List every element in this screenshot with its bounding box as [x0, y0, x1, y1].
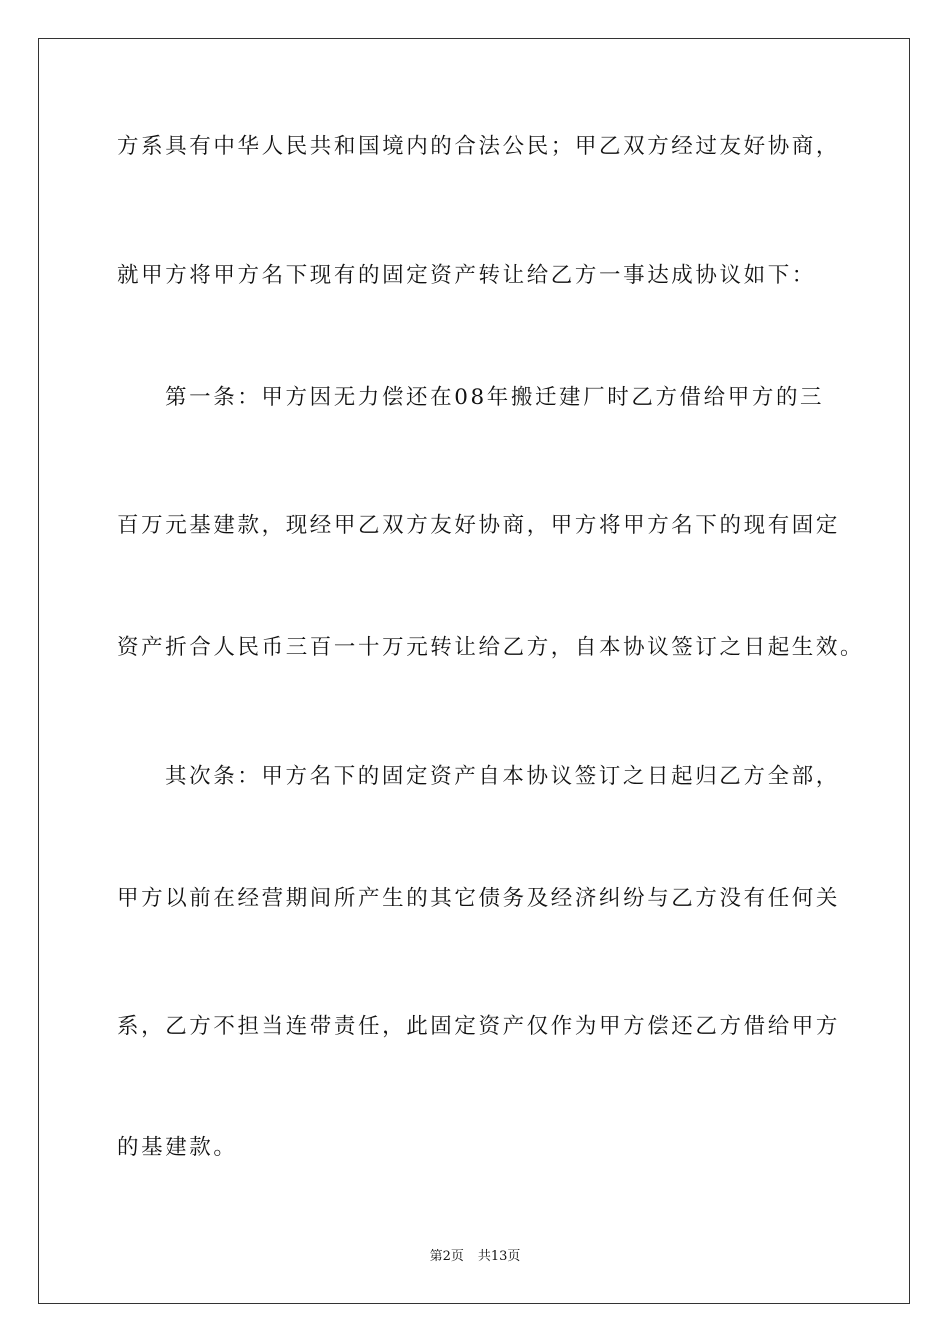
body-text-line: 就甲方将甲方名下现有的固定资产转让给乙方一事达成协议如下： [117, 263, 816, 288]
body-text-line: 百万元基建款，现经甲乙双方友好协商，甲方将甲方名下的现有固定 [117, 513, 841, 538]
page-number: 第2页 [429, 1249, 464, 1264]
body-text-line: 资产折合人民币三百一十万元转让给乙方，自本协议签订之日起生效。 [117, 635, 865, 660]
article-one-heading-line: 第一条：甲方因无力偿还在08年搬迁建厂时乙方借给甲方的三 [165, 385, 825, 410]
article-two-heading-line: 其次条：甲方名下的固定资产自本协议签订之日起归乙方全部， [165, 764, 840, 789]
total-pages: 共13页 [477, 1249, 521, 1264]
body-text-line: 方系具有中华人民共和国境内的合法公民；甲乙双方经过友好协商， [117, 134, 841, 159]
body-text-line: 的基建款。 [117, 1135, 238, 1160]
body-text-line: 系，乙方不担当连带责任，此固定资产仅作为甲方偿还乙方借给甲方 [117, 1014, 841, 1039]
page-footer [0, 1250, 950, 1263]
body-text-line: 甲方以前在经营期间所产生的其它债务及经济纠纷与乙方没有任何关 [117, 886, 841, 911]
page-border [38, 38, 910, 1304]
